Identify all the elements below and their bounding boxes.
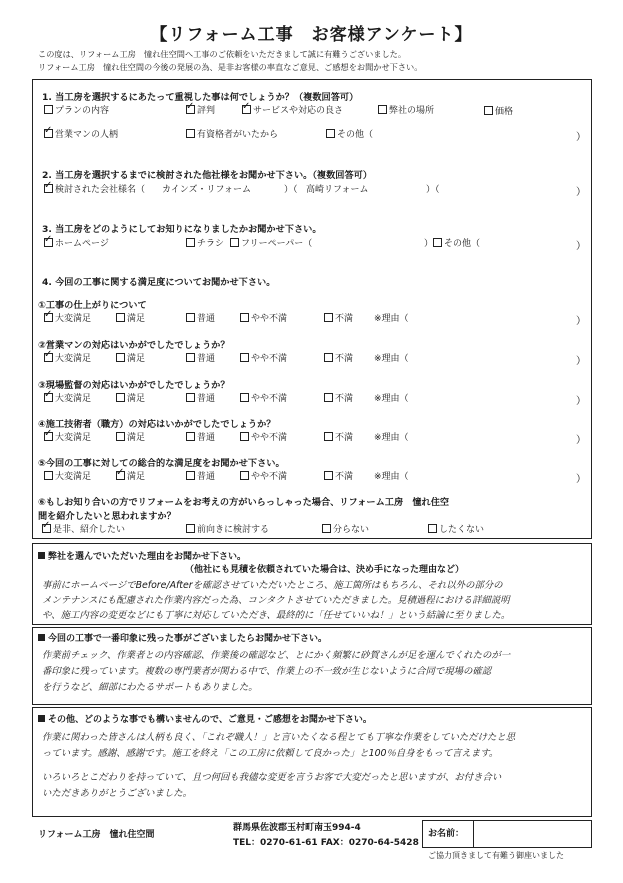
checkbox[interactable] (186, 471, 195, 480)
checkbox[interactable] (44, 353, 53, 362)
close-paren: ） (576, 396, 586, 407)
checkbox[interactable] (44, 105, 53, 114)
company-name: リフォーム工房 憧れ住空間 (38, 830, 155, 840)
q4-item-title: ②営業マンの対応はいかがでしたでしょうか？ (38, 340, 230, 351)
close-paren: ） (576, 241, 586, 252)
comment-heading: その他、どのような事でも構いませんので、ご意見・ご感想をお聞かせ下さい。 (38, 712, 372, 725)
q3-title: 3. 当工房をどのようにしてお知りになりましたかお聞かせ下さい。 (42, 224, 322, 235)
q4-rating-option[interactable]: 普通 (186, 430, 215, 443)
q6-option-unknown[interactable]: 分らない (322, 522, 369, 535)
q3-option-other[interactable]: ） その他（ (424, 239, 481, 249)
checkbox[interactable] (42, 524, 51, 533)
q6-option-consider[interactable]: 前向きに検討する (186, 522, 269, 535)
comment-line-3: いろいろとこだわりを持っていて、且つ何回も我儘な変更を言うお客で大変だったと思いますが、お付き合い (42, 772, 502, 783)
q2-title: 2. 当工房を選択するまでに検討された他社様をお聞かせ下さい。（複数回答可） (42, 170, 373, 181)
checkbox[interactable] (324, 313, 333, 322)
q1-title: 1. 当工房を選択するにあたって重視した事は何でしょうか？（複数回答可） (42, 92, 359, 103)
checkbox[interactable] (44, 238, 53, 247)
reason-label: ※理由（ (374, 394, 409, 404)
comment-line-4: いただきありがとうございました。 (42, 788, 193, 799)
q1-option-price[interactable]: 価格 (484, 104, 513, 117)
close-paren: ） (576, 316, 586, 327)
q4-rating-option[interactable]: 普通 (186, 311, 215, 324)
q4-rating-option[interactable]: 普通 (186, 391, 215, 404)
q4-rating-option[interactable]: やや不満 (240, 311, 287, 324)
checkbox[interactable] (116, 353, 125, 362)
checkbox[interactable] (240, 353, 249, 362)
q4-item-title: ①工事の仕上がりについて (38, 300, 147, 311)
q4-rating-option[interactable]: 不満 (324, 391, 353, 404)
checkbox[interactable] (324, 471, 333, 480)
q1-option-reputation[interactable]: ✓ 評判 (186, 103, 215, 116)
checkbox[interactable] (378, 105, 387, 114)
paren-mark: ）（ (426, 185, 440, 195)
q4-rating-option[interactable]: ✓大変満足 (44, 430, 91, 443)
q3-option-flyer[interactable]: チラシ (186, 236, 224, 249)
checkbox[interactable] (44, 313, 53, 322)
checkbox[interactable] (44, 129, 53, 138)
checkbox[interactable] (44, 184, 53, 193)
checkbox[interactable] (44, 393, 53, 402)
q4-rating-option[interactable]: 不満 (324, 311, 353, 324)
q6-title-1: ⑥もしお知り合いの方でリフォームをお考えの方がいらっしゃった場合、リフォーム工房 憧れ住空 (38, 497, 450, 508)
q4-rating-option[interactable]: 満足 (116, 311, 145, 324)
intro-line-1: この度は、リフォーム工房 憧れ住空間へ工事のご依頼をいただきまして誠に有難うございました。 (38, 49, 407, 59)
q3-option-freepaper[interactable]: フリーペーパー（ (230, 236, 312, 249)
company-address: 群馬県佐波郡玉村町南玉994-4 (233, 823, 361, 833)
q4-item-title: ⑤今回の工事に対しての総合的な満足度をお聞かせ下さい。 (38, 458, 285, 469)
q4-rating-option[interactable]: 大変満足 (44, 469, 91, 482)
checkbox[interactable] (240, 313, 249, 322)
checkbox[interactable] (116, 313, 125, 322)
q6-option-no[interactable]: したくない (428, 522, 484, 535)
checkbox[interactable] (186, 238, 195, 247)
q1-option-qualified[interactable]: 有資格者がいたから (186, 127, 278, 140)
q4-rating-option[interactable]: ✓大変満足 (44, 351, 91, 364)
close-paren: ） (576, 435, 586, 446)
reason-label: ※理由（ (374, 472, 409, 482)
q4-rating-option[interactable]: 満足 (116, 351, 145, 364)
q4-rating-option[interactable]: やや不満 (240, 469, 287, 482)
q4-rating-option[interactable]: 普通 (186, 469, 215, 482)
company-tel: TEL：0270-61-61 FAX：0270-64-5428 (233, 838, 419, 848)
impression-line-2: 番印象に残っています。複数の専門業者が関わる中で、作業上の不一致が生じないように合同で現場の確認 (42, 666, 492, 677)
q4-rating-option[interactable]: 不満 (324, 430, 353, 443)
q4-item-title: ④施工技術者（職方）の対応はいかがでしたでしょうか？ (38, 419, 276, 430)
checkbox[interactable] (240, 432, 249, 441)
q4-rating-option[interactable]: やや不満 (240, 351, 287, 364)
checkbox[interactable] (242, 105, 251, 114)
reason-subheading: （他社にも見積を依頼されていた場合は、決め手になった理由など） (185, 565, 465, 575)
checkbox[interactable] (240, 393, 249, 402)
q4-rating-option[interactable]: 不満 (324, 469, 353, 482)
q1-option-salesperson[interactable]: ✓営業マンの人柄 (44, 127, 118, 140)
close-paren: ） (576, 187, 586, 198)
q2-company-1: カインズ・リフォーム (162, 185, 252, 195)
reason-label: ※理由（ (374, 433, 409, 443)
q4-rating-option[interactable]: ✓大変満足 (44, 311, 91, 324)
checkbox[interactable] (186, 353, 195, 362)
checkbox[interactable] (484, 106, 493, 115)
q6-title-2: 間を紹介したいと思われますか？ (38, 511, 176, 522)
q4-rating-option[interactable]: やや不満 (240, 391, 287, 404)
reason-line-3: や、施工内容の変更などにも丁寧に対応していただき、最終的に「任せていいね！」という結論に至りました。 (42, 610, 511, 621)
impression-line-3: を行うなど、細部にわたるサポートもありました。 (42, 682, 258, 693)
paren-mark: ）（ (284, 185, 298, 195)
checkbox[interactable] (428, 524, 437, 533)
checkbox[interactable] (324, 393, 333, 402)
checkbox[interactable] (186, 313, 195, 322)
q4-title: 4. 今回の工事に関する満足度についてお聞かせ下さい。 (42, 277, 276, 288)
checkbox[interactable] (433, 238, 442, 247)
checkbox[interactable] (116, 471, 125, 480)
reason-label: ※理由（ (374, 354, 409, 364)
checkbox[interactable] (116, 432, 125, 441)
q1-option-location[interactable]: 弊社の場所 (378, 103, 434, 116)
checkbox[interactable] (240, 471, 249, 480)
checkbox[interactable] (116, 393, 125, 402)
checkbox[interactable] (186, 393, 195, 402)
checkbox[interactable] (326, 129, 335, 138)
q4-rating-option[interactable]: ✓大変満足 (44, 391, 91, 404)
comment-line-2: っています。感謝、感謝です。施工を終え「この工房に依頼して良かった」と100％自身をもって言えます。 (42, 748, 499, 759)
page-title: 【リフォーム工事 お客様アンケート】 (150, 25, 473, 45)
reason-label: ※理由（ (374, 314, 409, 324)
q6-option-yes[interactable]: ✓是非、紹介したい (42, 522, 125, 535)
q4-rating-option[interactable]: 満足 (116, 430, 145, 443)
checkbox[interactable] (230, 238, 239, 247)
q4-rating-option[interactable]: ✓ 満足 (116, 469, 145, 482)
q1-option-service[interactable]: ✓ サービスや対応の良さ (242, 103, 343, 116)
q4-rating-option[interactable]: やや不満 (240, 430, 287, 443)
checkbox[interactable] (186, 524, 195, 533)
intro-line-2: リフォーム工房 憧れ住空間の今後の発展の為、是非お客様の率直なご意見、ご感想をお聞かせ下さい。 (38, 62, 423, 72)
q1-option-other[interactable]: その他（ (326, 127, 373, 140)
checkbox[interactable] (44, 471, 53, 480)
checkbox[interactable] (322, 524, 331, 533)
close-paren: ） (576, 356, 586, 367)
name-label: お名前： (428, 829, 465, 839)
impression-heading: 今回の工事で一番印象に残った事がございましたらお聞かせ下さい。 (38, 631, 327, 644)
checkbox[interactable] (44, 432, 53, 441)
close-paren: ） (576, 474, 586, 485)
q4-rating-option[interactable]: 普通 (186, 351, 215, 364)
comment-line-1: 作業に関わった皆さんは人柄も良く、「これぞ職人！」と言いたくなる程とても丁寧な作業をしていただけたと思 (42, 732, 516, 743)
q4-rating-option[interactable]: 満足 (116, 391, 145, 404)
impression-line-1: 作業前チェック、作業者との内容確認、作業後の確認など、とにかく頻繁に砂賀さんが足を運んでくれたのが一 (42, 650, 511, 661)
checkbox[interactable] (324, 353, 333, 362)
thanks-note: ご協力頂きまして有難う御座いました (428, 851, 564, 860)
checkbox[interactable] (324, 432, 333, 441)
reason-line-1: 事前にホームページでBefore/Afterを確認させていただいたところ、施工箇所はもちろん、それ以外の部分の (42, 580, 503, 591)
reason-line-2: メンテナンスにも配慮された作業内容だった為、コンタクトさせていただきました。見積過程における詳細説明 (42, 595, 510, 606)
checkbox[interactable] (186, 432, 195, 441)
name-divider (473, 820, 474, 847)
q3-option-website[interactable]: ✓ホームページ (44, 236, 109, 249)
close-paren: ） (576, 132, 586, 143)
checkbox[interactable] (186, 105, 195, 114)
q4-item-title: ③現場監督の対応はいかがでしたでしょうか？ (38, 380, 230, 391)
q2-competitors[interactable]: ✓検討された会社様名（ (44, 182, 145, 195)
checkbox[interactable] (186, 129, 195, 138)
q1-option-plan[interactable]: プランの内容 (44, 103, 109, 116)
reason-heading: 弊社を選んでいただいた理由をお聞かせ下さい。 (38, 549, 246, 562)
q4-rating-option[interactable]: 不満 (324, 351, 353, 364)
q2-company-2: 高崎リフォーム (306, 185, 369, 195)
